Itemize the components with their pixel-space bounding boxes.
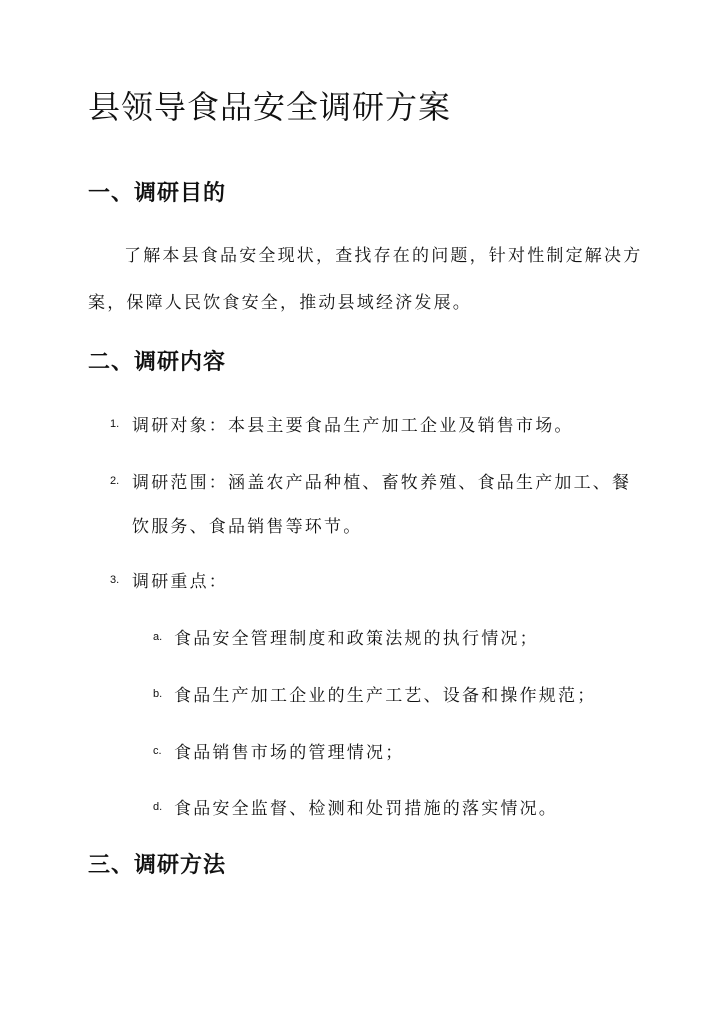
list-item-number: 3. [110, 574, 120, 586]
sub-list-item-text: 食品生产加工企业的生产工艺、设备和操作规范； [174, 686, 597, 706]
sub-list-item-letter: d. [153, 801, 163, 813]
sub-list-item-text: 食品销售市场的管理情况； [174, 743, 405, 763]
list-item-text: 调研对象：本县主要食品生产加工企业及销售市场。 [132, 416, 574, 436]
sub-list-item-letter: c. [153, 745, 162, 757]
sub-list-item-letter: a. [153, 631, 163, 643]
section-heading-content: 二、调研内容 [88, 350, 227, 375]
sub-list-item-letter: b. [153, 688, 163, 700]
list-item-text: 调研重点： [132, 572, 228, 592]
sub-list-item-text: 食品安全监督、检测和处罚措施的落实情况。 [174, 799, 558, 819]
purpose-paragraph-line-1: 了解本县食品安全现状，查找存在的问题，针对性制定解决方 [124, 246, 643, 266]
purpose-paragraph-line-2: 案，保障人民饮食安全，推动县域经济发展。 [88, 293, 472, 313]
sub-list-item-text: 食品安全管理制度和政策法规的执行情况； [174, 629, 539, 649]
list-item-text-continued: 饮服务、食品销售等环节。 [132, 517, 363, 537]
list-item-number: 2. [110, 475, 120, 487]
document-title: 县领导食品安全调研方案 [88, 88, 452, 126]
list-item-text: 调研范围：涵盖农产品种植、畜牧养殖、食品生产加工、餐 [132, 473, 632, 493]
section-heading-purpose: 一、调研目的 [88, 181, 227, 206]
section-heading-method: 三、调研方法 [88, 853, 227, 878]
list-item-number: 1. [110, 418, 120, 430]
